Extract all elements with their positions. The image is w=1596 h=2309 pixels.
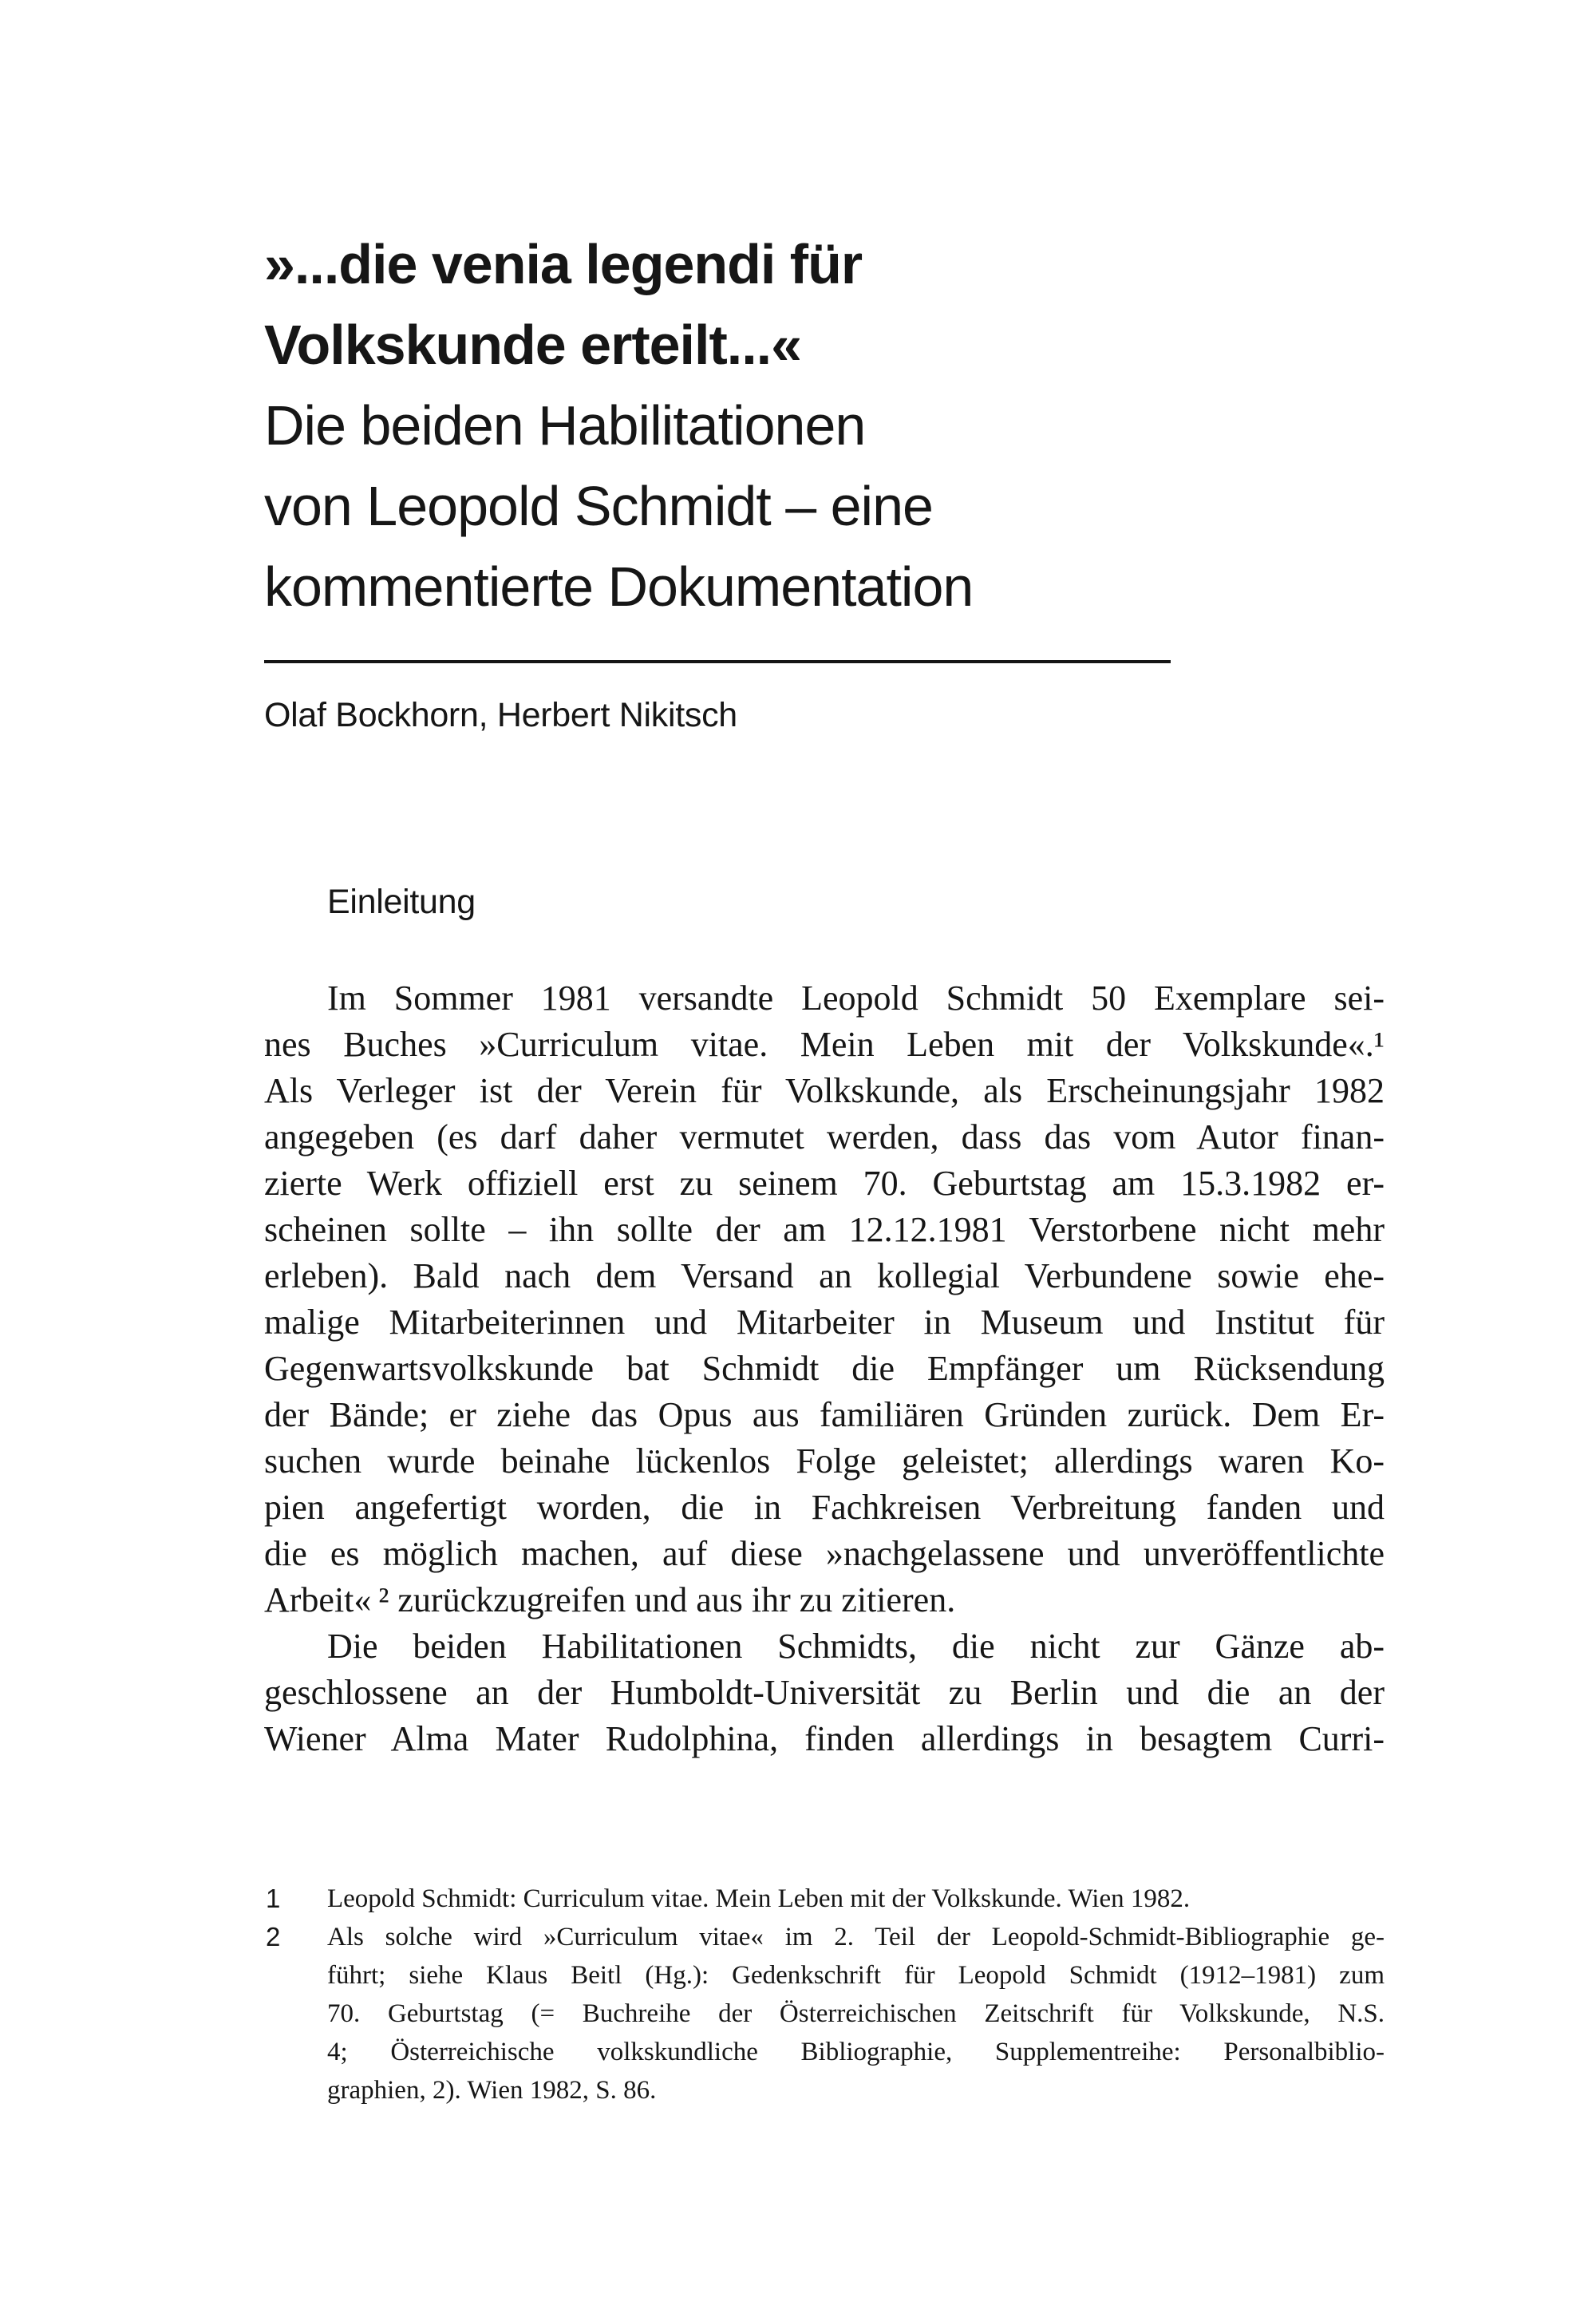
title-rule <box>264 660 1171 663</box>
subtitle-line-2 <box>264 466 1385 547</box>
body-line: Arbeit« ² zurückzugreifen und aus ihr zu zitieren. <box>264 1580 956 1619</box>
footnote-2-text <box>327 1918 1385 2109</box>
body-text <box>264 975 1385 1762</box>
title-quote-line-1-text: »...die venia legendi für <box>264 233 863 295</box>
footnote-1-number: 1 <box>266 1884 281 1913</box>
body-line: Die beiden Habilitationen Schmidts, die nicht zur Gänze ab- <box>327 1627 1385 1666</box>
title-quote-line-1 <box>264 224 1385 305</box>
body-line: Im Sommer 1981 versandte Leopold Schmidt 50 Exemplare sei- <box>327 979 1385 1018</box>
title-quote-line-2-text: Volkskunde erteilt...« <box>264 314 802 376</box>
subtitle-line-1 <box>264 385 1385 466</box>
authors: Olaf Bockhorn, Herbert Nikitsch <box>264 696 737 734</box>
body-line: nes Buches »Curriculum vitae. Mein Leben mit der Volkskunde«.¹ <box>264 1025 1385 1064</box>
footnote-line: 70. Geburtstag (= Buchreihe der Österreichischen Zeitschrift für Volkskunde, N.S. <box>327 1999 1385 2028</box>
footnotes <box>264 1880 1385 2109</box>
body-line: suchen wurde beinahe lückenlos Folge geleistet; allerdings waren Ko- <box>264 1441 1385 1481</box>
footnote-line: Leopold Schmidt: Curriculum vitae. Mein Leben mit der Volkskunde. Wien 1982. <box>327 1884 1191 1913</box>
subtitle-line-1-text: Die beiden Habilitationen <box>264 394 866 457</box>
footnote-1-text <box>327 1880 1385 1918</box>
footnote-line: graphien, 2). Wien 1982, S. 86. <box>327 2076 657 2105</box>
footnote-2-number: 2 <box>266 1922 281 1951</box>
subtitle-line-3 <box>264 547 1385 627</box>
body-line: die es möglich machen, auf diese »nachgelassene und unveröffentlichte <box>264 1534 1385 1573</box>
body-line: angegeben (es darf daher vermutet werden, dass das vom Autor finan- <box>264 1117 1385 1156</box>
footnote-line: 4; Österreichische volkskundliche Bibliographie, Supplementreihe: Personalbiblio- <box>327 2038 1385 2066</box>
body-line: geschlossene an der Humboldt-Universität zu Berlin und die an der <box>264 1673 1385 1712</box>
subtitle-line-2-text: von Leopold Schmidt – eine <box>264 475 933 537</box>
body-line: Als Verleger ist der Verein für Volkskunde, als Erscheinungsjahr 1982 <box>264 1071 1385 1110</box>
subtitle-line-3-text: kommentierte Dokumentation <box>264 556 974 618</box>
body-line: malige Mitarbeiterinnen und Mitarbeiter in Museum und Institut für <box>264 1303 1385 1342</box>
section-heading: Einleitung <box>327 883 476 921</box>
body-line: Gegenwartsvolkskunde bat Schmidt die Empfänger um Rücksendung <box>264 1349 1385 1388</box>
footnote-1 <box>264 1880 1385 1918</box>
body-line: erleben). Bald nach dem Versand an kollegial Verbundene sowie ehe- <box>264 1256 1385 1295</box>
body-line: Wiener Alma Mater Rudolphina, finden allerdings in besagtem Curri- <box>264 1719 1385 1758</box>
title-quote-line-2 <box>264 305 1385 385</box>
article-title <box>264 224 1385 627</box>
footnote-line: Als solche wird »Curriculum vitae« im 2. Teil der Leopold-Schmidt-Bibliographie ge- <box>327 1923 1385 1951</box>
footnote-2 <box>264 1918 1385 2109</box>
footnote-line: führt; siehe Klaus Beitl (Hg.): Gedenkschrift für Leopold Schmidt (1912–1981) zum <box>327 1961 1385 1990</box>
body-line: zierte Werk offiziell erst zu seinem 70. Geburtstag am 15.3.1982 er- <box>264 1164 1385 1203</box>
body-line: scheinen sollte – ihn sollte der am 12.12.1981 Verstorbene nicht mehr <box>264 1210 1385 1249</box>
body-line: pien angefertigt worden, die in Fachkreisen Verbreitung fanden und <box>264 1488 1385 1527</box>
body-line: der Bände; er ziehe das Opus aus familiären Gründen zurück. Dem Er- <box>264 1395 1385 1434</box>
